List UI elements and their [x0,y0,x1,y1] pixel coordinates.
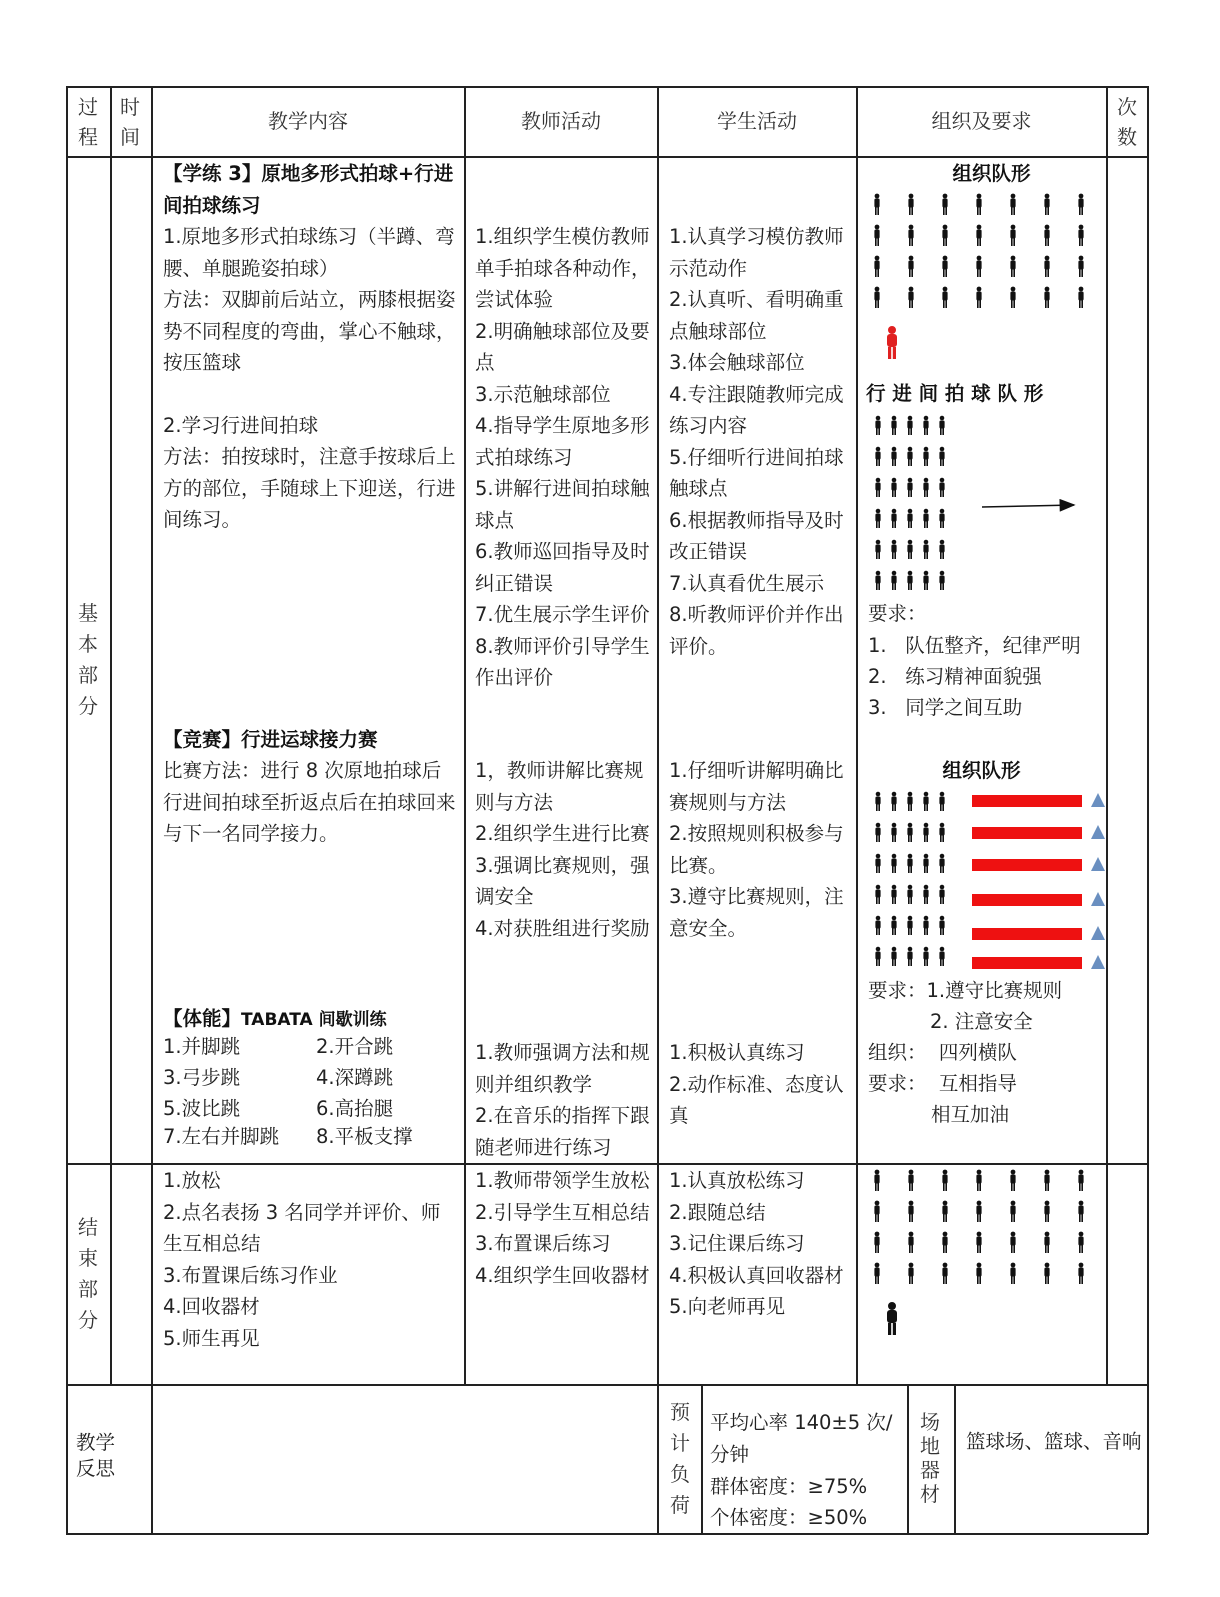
fitness-item: 2.开合跳 [316,1035,394,1058]
end-teacher-item: 2.引导学生互相总结 [475,1200,650,1224]
fitness-teacher-item: 2.在音乐的指挥下跟随老师进行练习 [475,1104,650,1159]
practice-teacher-item: 5.讲解行进间拍球触球点 [475,477,650,532]
practice-org-title: 组织队形 [952,162,1031,185]
end-student-item: 5.向老师再见 [669,1295,786,1318]
fitness-title-a: 【体能】 [163,1007,242,1030]
header-teacher: 教师活动 [521,109,601,133]
race-req-1: 要求：1.遵守比赛规则 [868,979,1063,1002]
table-border-top [66,86,1148,88]
race-teacher-list [475,755,651,944]
col-divider-5 [856,86,858,1385]
race-teacher-item: 4.对获胜组进行奖励 [475,916,650,940]
fitness-item: 6.高抬腿 [316,1097,394,1120]
end-student-item: 1.认真放松练习 [669,1169,805,1192]
practice-item2: 2.学习行进间拍球 [163,414,319,437]
header-student: 学生活动 [717,109,797,133]
col-divider-3 [464,86,466,1385]
header-process: 过程 [78,95,98,149]
fitness-item: 3.弓步跳 [163,1066,241,1089]
practice-teacher-item: 8.教师评价引导学生作出评价 [475,634,650,689]
table-border-left [66,86,68,1534]
end-teacher-item: 3.布置课后练习 [475,1232,611,1255]
col-divider-6 [1106,86,1108,1385]
practice-teacher-item: 2.明确触球部位及要点 [475,319,650,374]
end-content-item: 3.布置课后练习作业 [163,1263,338,1287]
practice-student-item: 4.专注跟随教师完成练习内容 [669,382,844,437]
race-formation-diagram [862,786,1106,976]
load-label: 预计负荷 [670,1400,690,1517]
end-content-list [163,1165,459,1354]
fitness-student-list [669,1037,849,1132]
practice-method1: 方法：双脚前后站立，两膝根据姿势不同程度的弯曲，掌心不触球，按压篮球 [163,288,456,374]
basic-section-label: 基本部分 [78,601,98,718]
race-student-list [669,755,849,944]
practice-title: 【学练 3】原地多形式拍球+行进间拍球练习 [163,162,454,217]
march-formation-diagram [862,410,1102,600]
col-divider-1 [110,86,112,1385]
practice-teacher-item: 4.指导学生原地多形式拍球练习 [475,414,650,469]
practice-teacher-list [475,221,651,694]
race-student-item: 3.遵守比赛规则，注意安全。 [669,885,844,940]
practice-formation-diagram [860,185,1105,375]
header-count: 次数 [1117,95,1137,149]
fitness-item: 8.平板支撑 [316,1125,413,1148]
march-columns [875,416,944,590]
fitness-item: 4.深蹲跳 [316,1066,394,1089]
race-teacher-item: 1，教师讲解比赛规则与方法 [475,759,644,814]
end-student-item: 2.跟随总结 [669,1200,766,1224]
fitness-item: 5.波比跳 [163,1097,241,1120]
fitness-org-1: 组织： 四列横队 [868,1041,1017,1064]
col-divider-2 [151,86,153,1534]
practice-req-label: 要求： [868,602,927,625]
race-method: 比赛方法：进行 8 次原地拍球后行进间拍球至折返点后在拍球回来与下一名同学接力。 [163,759,456,845]
end-student-grid [874,1170,1083,1284]
end-content-item: 5.师生再见 [163,1326,260,1350]
practice-item1: 1.原地多形式拍球练习（半蹲、弯腰、单腿跪姿拍球） [163,225,455,280]
end-section-label: 结束部分 [78,1215,98,1332]
practice-teacher-item: 6.教师巡回指导及时纠正错误 [475,540,650,595]
end-reflection-divider [66,1384,1148,1386]
practice-teacher-item: 1.组织学生模仿教师单手拍球各种动作，尝试体验 [475,225,651,311]
fitness-item: 7.左右并脚跳 [163,1125,280,1148]
race-student-item: 2.按照规则积极参与比赛。 [669,822,844,877]
heart-rate: 平均心率 140±5 次/分钟 [710,1411,893,1466]
end-teacher-list [475,1165,651,1291]
load-value-divider [907,1384,909,1534]
end-student-item: 4.积极认真回收器材 [669,1263,844,1287]
practice-student-item: 5.仔细听行进间拍球触球点 [669,445,844,500]
end-content-item: 4.回收器材 [163,1295,260,1318]
practice-student-item: 1.认真学习模仿教师示范动作 [669,225,844,280]
venue-label-divider [954,1384,956,1534]
march-formation-title: 行 进 间 拍 球 队 形 [866,382,1044,405]
header-time: 时间 [120,95,140,149]
load-label-divider [701,1384,703,1534]
end-content-item: 1.放松 [163,1169,221,1192]
header-content: 教学内容 [268,109,348,133]
individual-density: 个体密度：≥50% [710,1506,868,1529]
practice-method2: 方法：拍按球时，注意手按球后上方的部位，手随球上下迎送，行进间练习。 [163,445,456,531]
end-content-item: 2.点名表扬 3 名同学并评价、师生互相总结 [163,1200,441,1255]
student-grid [874,194,1083,308]
group-density: 群体密度：≥75% [710,1475,868,1498]
teacher-marker-icon [887,326,897,359]
fitness-org-2: 要求： 互相指导 [868,1072,1017,1095]
fitness-student-item: 1.积极认真练习 [669,1041,805,1064]
fitness-org-3: 相互加油 [931,1103,1010,1126]
practice-req-item: 2. 练习精神面貌强 [868,665,1042,688]
end-teacher-item: 4.组织学生回收器材 [475,1263,650,1287]
fitness-teacher-item: 1.教师强调方法和规则并组织教学 [475,1041,650,1096]
practice-teacher-item: 3.示范触球部位 [475,382,611,406]
table-border-right [1147,86,1149,1534]
practice-student-item: 2.认真听、看明确重点触球部位 [669,288,844,343]
race-title: 【竞赛】行进运球接力赛 [163,728,378,751]
race-student-item: 1.仔细听讲解明确比赛规则与方法 [669,759,844,814]
practice-req-item: 1. 队伍整齐，纪律严明 [868,634,1081,657]
practice-student-item: 6.根据教师指导及时改正错误 [669,508,844,563]
col-divider-4 [657,86,659,1534]
header-organization: 组织及要求 [931,109,1032,133]
practice-teacher-item: 7.优生展示学生评价 [475,603,650,626]
practice-student-item: 7.认真看优生展示 [669,571,825,595]
practice-student-item: 3.体会触球部位 [669,351,805,374]
race-teacher-item: 3.强调比赛规则，强调安全 [475,853,650,908]
fitness-student-item: 2.动作标准、态度认真 [669,1072,844,1127]
direction-arrow-icon [982,505,1074,507]
venue-label: 场地器材 [920,1410,940,1506]
relay-teams [875,792,1105,969]
fitness-item: 1.并脚跳 [163,1035,241,1058]
end-formation-diagram [860,1165,1105,1345]
teacher-icon [887,1302,897,1335]
table-border-bottom [66,1533,1148,1535]
practice-student-item: 8.听教师评价并作出评价。 [669,603,844,658]
reflection-label: 教学反思 [76,1431,116,1480]
venue-value: 篮球场、篮球、音响 [966,1430,1142,1453]
race-teacher-item: 2.组织学生进行比赛 [475,822,650,845]
practice-student-list [669,221,849,662]
race-req-2: 2. 注意安全 [930,1010,1033,1033]
practice-req-item: 3. 同学之间互助 [868,696,1023,719]
end-teacher-item: 1.教师带领学生放松 [475,1169,650,1192]
end-student-list [669,1165,849,1323]
end-student-item: 3.记住课后练习 [669,1232,805,1255]
fitness-teacher-list [475,1037,651,1163]
race-org-title: 组织队形 [942,759,1021,782]
fitness-title-b: TABATA 间歇训练 [241,1010,387,1030]
